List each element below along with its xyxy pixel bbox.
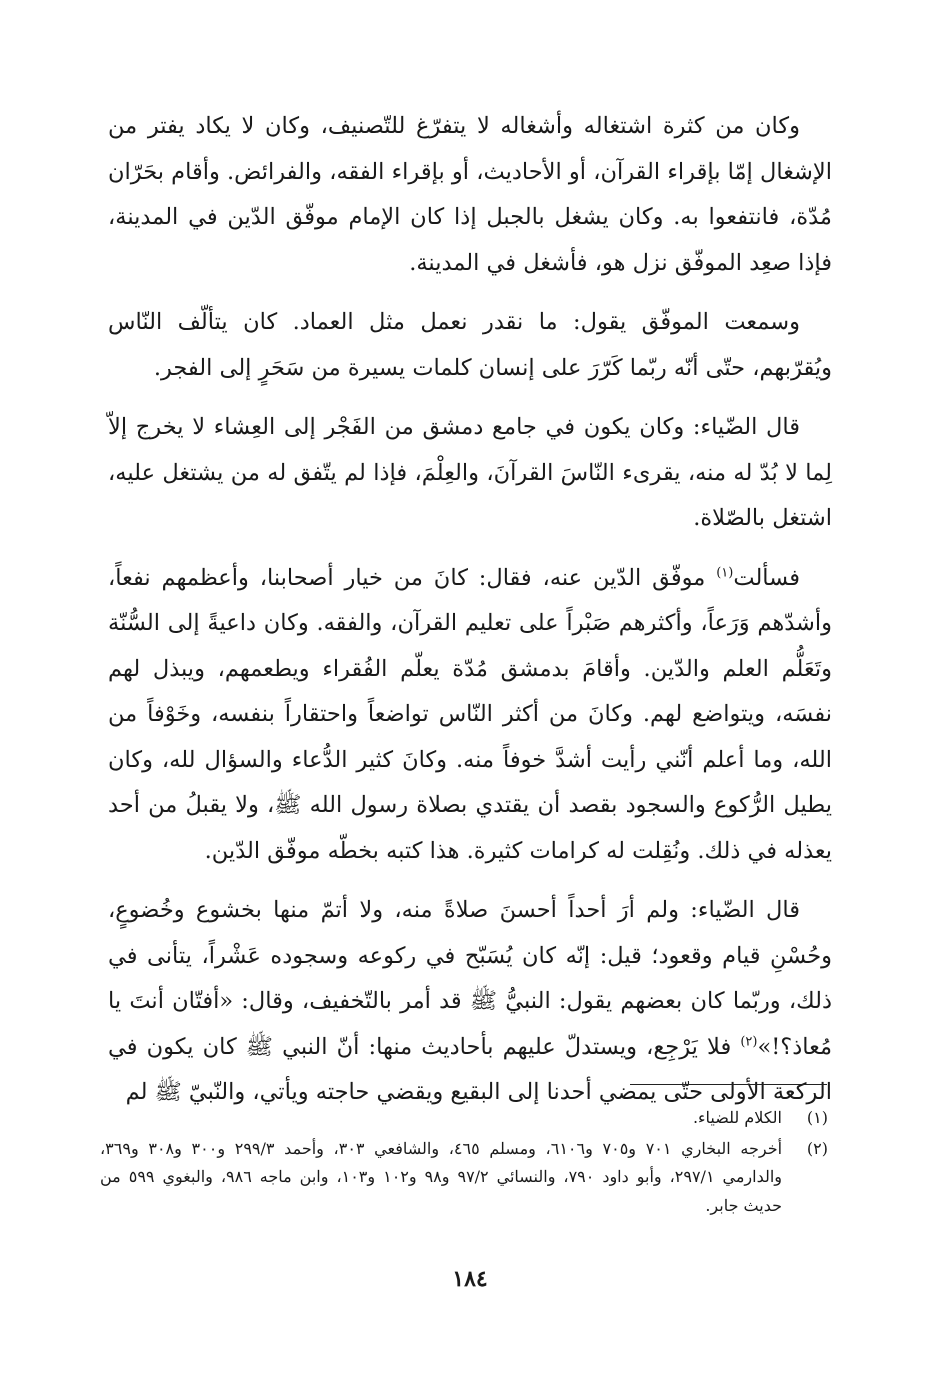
footnote-2	[100, 1135, 828, 1221]
footnote-1-number: (١)	[806, 1108, 828, 1127]
paragraph-3-text: قال الضّياء: وكان يكون في جامع دمشق من الفَجْر إلى العِشاء لا يخرج إلاّ لِما لا بُدّ له منه، يقرىء النّاسَ القرآنَ، والعِلْمَ، فإذا لم يتّفق له من يشتغل عليه، اشتغل بالصّلاة.	[108, 414, 832, 531]
footnote-1-text: الكلام للضياء.	[692, 1108, 782, 1127]
paragraph-1	[108, 104, 832, 286]
footnote-2-text: أخرجه البخاري ٧٠١ و٧٠٥ و٦١٠٦، ومسلم ٤٦٥، والشافعي ٣٠٣، وأحمد ٢٩٩/٣ و٣٠٠ و٣٠٨ و٣٦٩، والدارمي ٢٩٧/١، وأبو داود ٧٩٠، والنسائي ٩٧/٢ و٩٨ و١٠٢ و١٠٣، وابن ماجه ٩٨٦، والبغوي ٥٩٩ من حديث جابر.	[100, 1138, 783, 1215]
paragraph-5-text-before: قال الضّياء: ولم أرَ أحداً أحسنَ صلاةً منه، ولا أتمّ منها بخشوع وخُضوعٍ، وحُسْنِ قيام وقعود؛ قيل: إنّه كان يُسَبّح في ركوعه وسجوده عَشْراً، يتأنى في ذلك، وربّما كان بعضهم يقول: النبيُّ ﷺ قد أمر بالتّخفيف، وقال: «أفتّان أنتَ يا مُعاذ؟!»	[108, 897, 832, 1060]
paragraph-3	[108, 405, 832, 542]
paragraph-5-text-after: فلا يَرْجِع، ويستدلّ عليهم بأحاديث منها: أنّ النبي ﷺ كان يكون في الركعة الأولى حتّى يمضي أحدنا إلى البقيع ويقضي حاجته ويأتي، والنّبيّ ﷺ لم	[108, 1033, 832, 1105]
footnotes	[100, 1104, 828, 1222]
footnote-ref-2[interactable]: (٢)	[740, 1034, 758, 1049]
footnote-divider	[630, 1084, 827, 1085]
paragraph-4-text-before: فسألت	[733, 564, 800, 591]
main-text	[108, 104, 832, 1130]
footnote-1	[100, 1104, 828, 1133]
paragraph-4	[108, 556, 832, 875]
paragraph-1-text: وكان من كثرة اشتغاله وأشغاله لا يتفرّغ للتّصنيف، وكان لا يكاد يفتر من الإشغال إمّا بإقراء القرآن، أو الأحاديث، أو بإقراء الفقه، والفرائض. وأقام بحَرّان مُدّة، فانتفعوا به. وكان يشغل بالجبل إذا كان الإمام موفّق الدّين في المدينة، فإذا صعِد الموفّق نزل هو، فأشغل في المدينة.	[108, 113, 832, 276]
paragraph-4-text-after: موفّق الدّين عنه، فقال: كانَ من خيار أصحابنا، وأعظمهم نفعاً، وأشدّهم وَرَعاً، وأكثرهم صَبْراً على تعليم القرآن، والفقه. وكان داعيةً إلى السُّنّة وتَعَلُّم العلم والدّين. وأقامَ بدمشق مُدّة يعلّم الفُقراء ويطعمهم، ويبذل لهم نفسَه، ويتواضع لهم. وكانَ من أكثر النّاس تواضعاً واحتقاراً بنفسه، وخَوْفاً من الله، وما أعلم أنّني رأيت أشدَّ خوفاً منه. وكانَ كثير الدُّعاء والسؤال لله، وكان يطيل الرُّكوع والسجود بقصد أن يقتدي بصلاة رسول الله ﷺ، ولا يقبلُ من أحد يعذله في ذلك. ونُقِلت له كرامات كثيرة. هذا كتبه بخطّه موفّق الدّين.	[108, 564, 832, 864]
paragraph-2	[108, 300, 832, 391]
paragraph-2-text: وسمعت الموفّق يقول: ما نقدر نعمل مثل العماد. كان يتألّف النّاس ويُقرّبهم، حتّى أنّه ربّما كَرّرَ على إنسان كلمات يسيرة من سَحَرٍ إلى الفجر.	[108, 309, 832, 381]
footnote-2-number: (٢)	[806, 1138, 828, 1158]
paragraph-5	[108, 888, 832, 1116]
footnote-ref-1[interactable]: (١)	[716, 565, 734, 580]
page-number: ١٨٤	[452, 1266, 488, 1292]
